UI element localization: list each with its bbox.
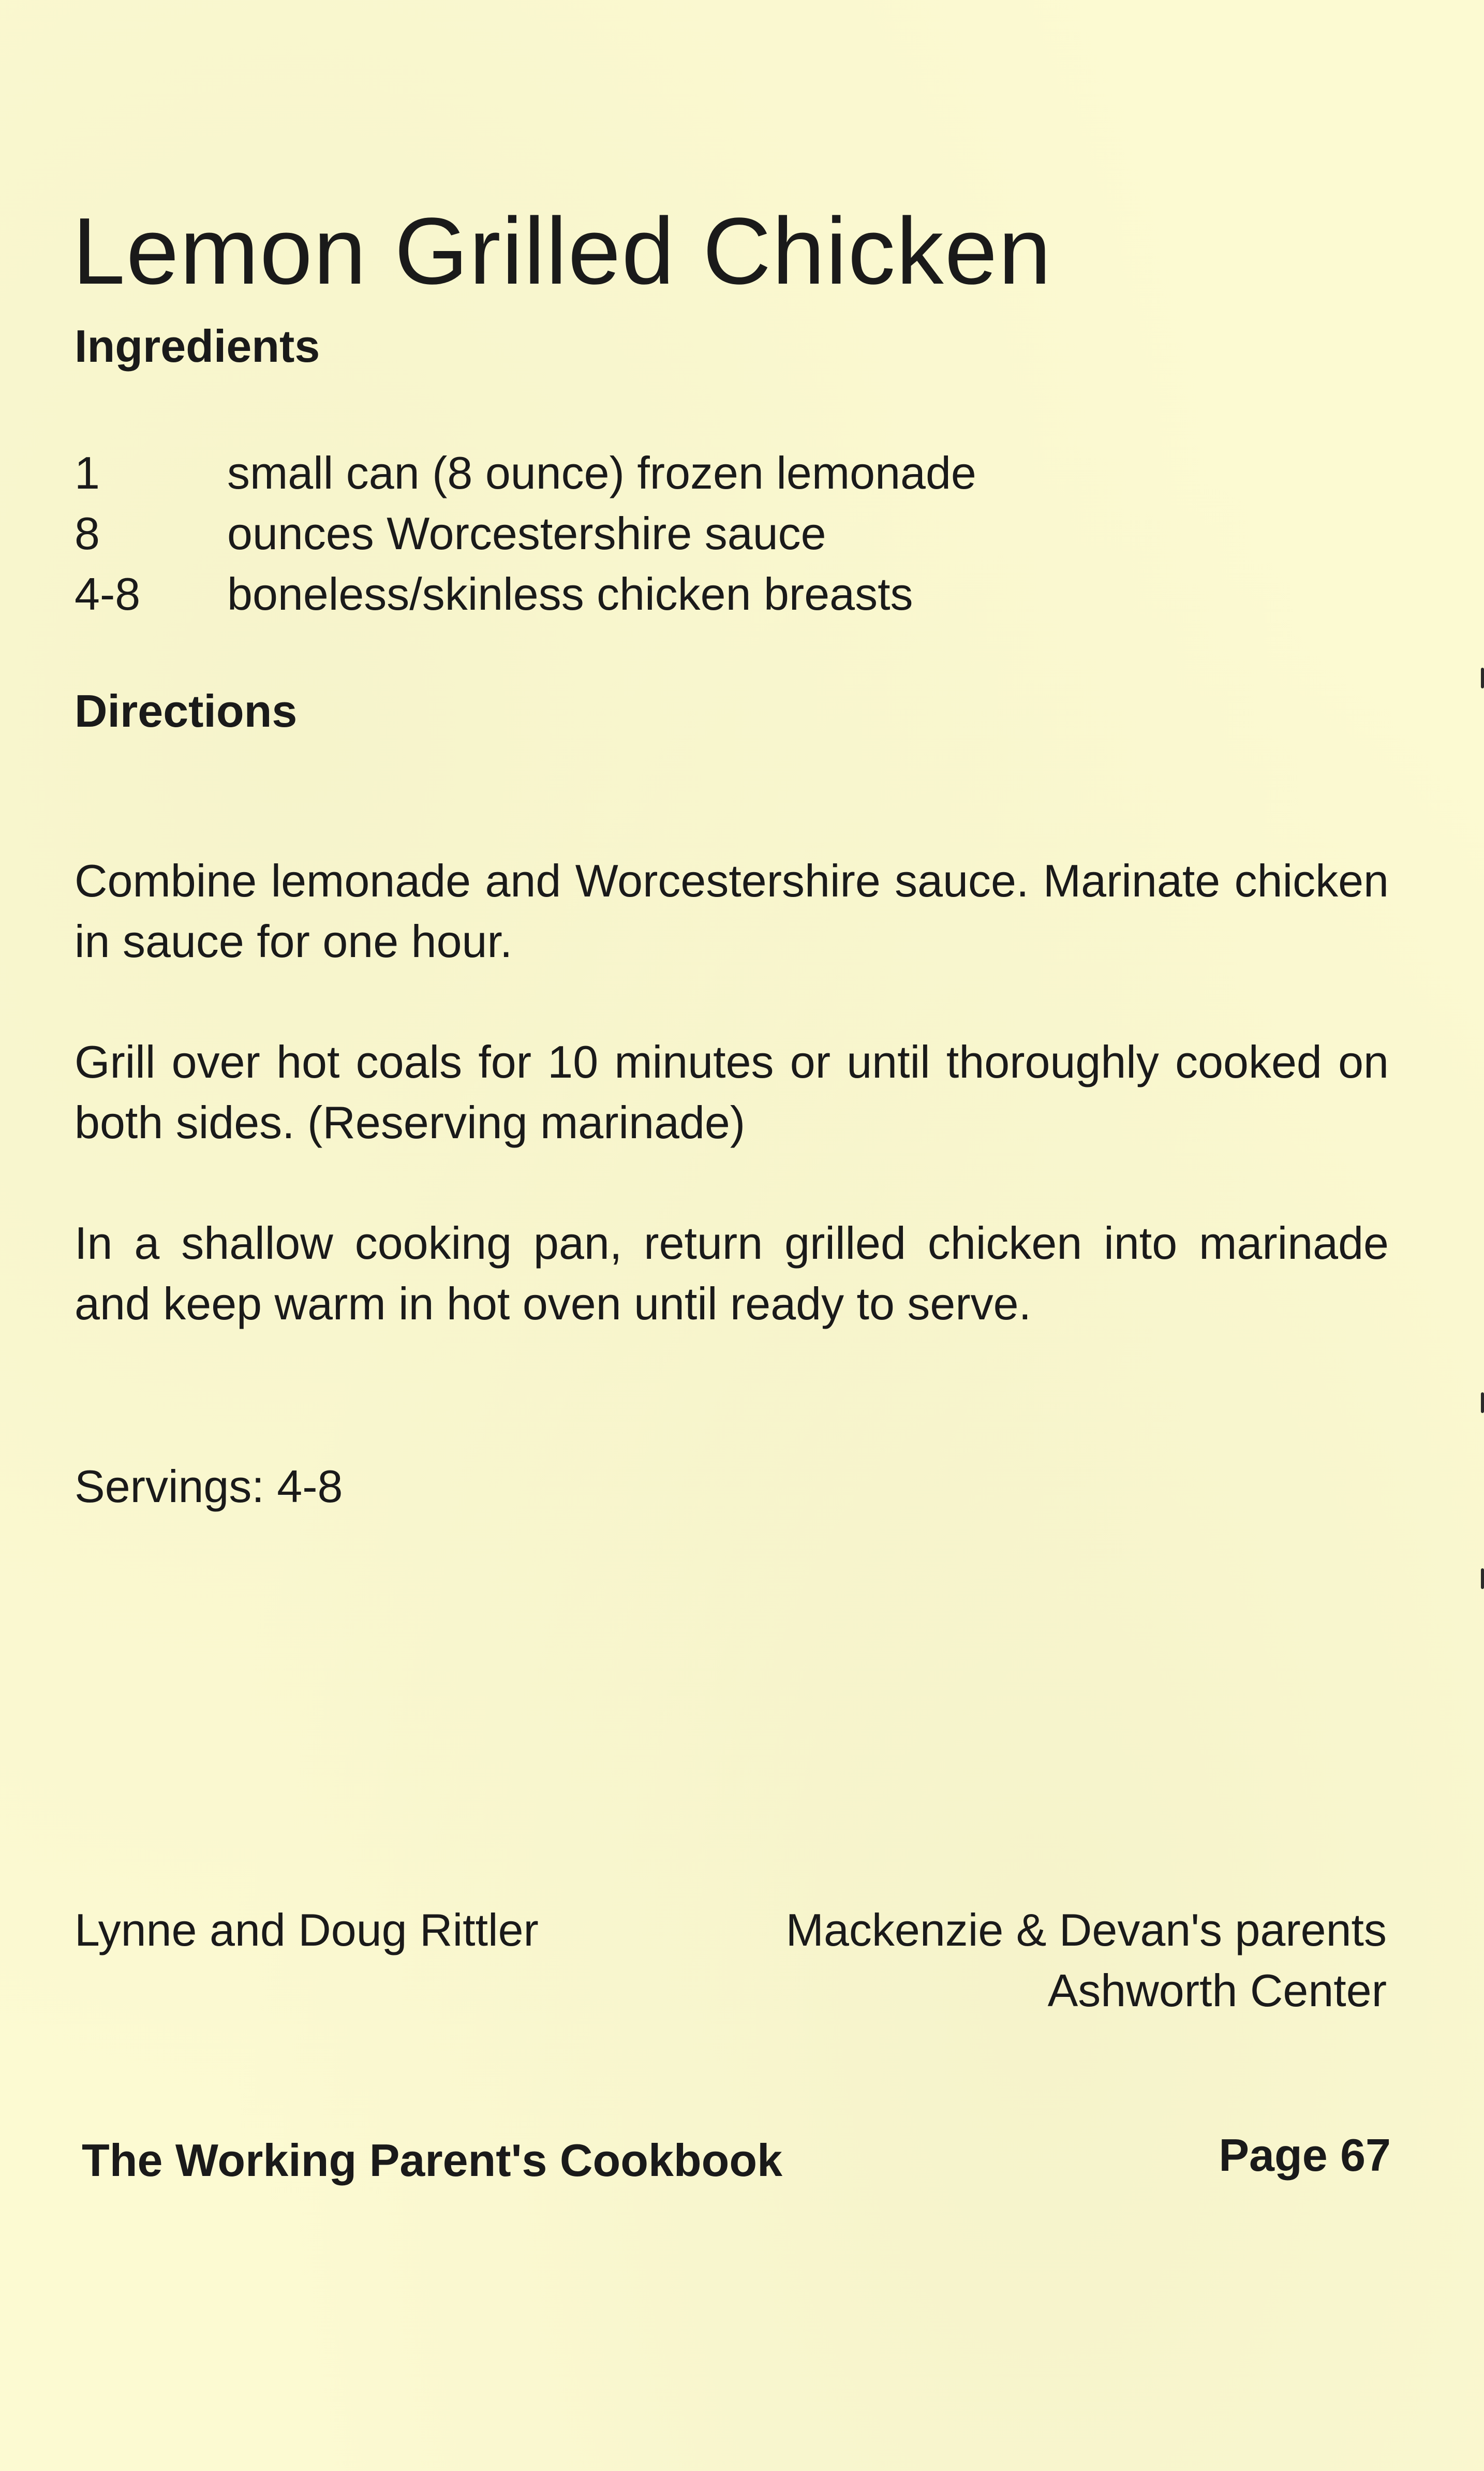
ingredient-quantity: 4-8 [75, 568, 141, 620]
ingredient-row [75, 503, 976, 564]
ingredient-row [75, 443, 976, 503]
ingredient-row [75, 564, 976, 624]
ingredient-quantity: 1 [75, 447, 100, 498]
ingredients-heading: Ingredients [75, 320, 320, 372]
ingredients-list [75, 443, 976, 624]
direction-step-3: In a shallow cooking pan, return grilled chicken into marinade and keep warm in hot oven until ready to serve. [75, 1217, 1389, 1329]
ingredient-item: ounces Worcestershire sauce [227, 508, 826, 559]
contributor-names: Lynne and Doug Rittler [75, 1904, 539, 1955]
contributor-details [786, 1900, 1387, 2021]
servings: Servings: 4-8 [75, 1461, 343, 1512]
ingredient-quantity: 8 [75, 508, 100, 559]
page-number: Page 67 [1219, 2129, 1391, 2181]
contributor-center: Ashworth Center [1047, 1965, 1387, 2016]
recipe-title: Lemon Grilled Chicken [72, 197, 1052, 304]
book-title: The Working Parent's Cookbook [82, 2135, 783, 2186]
page-edge-mark [1481, 668, 1484, 688]
direction-step-2: Grill over hot coals for 10 minutes or until thoroughly cooked on both sides. (Reserving marinade) [75, 1036, 1389, 1148]
ingredient-item: small can (8 ounce) frozen lemonade [227, 447, 976, 498]
directions-heading: Directions [75, 685, 298, 737]
page-edge-mark [1481, 1392, 1484, 1413]
direction-step-1: Combine lemonade and Worcestershire sauce. Marinate chicken in sauce for one hour. [75, 855, 1389, 967]
page-edge-mark [1481, 1568, 1484, 1589]
ingredient-item: boneless/skinless chicken breasts [227, 568, 913, 620]
contributor-relation: Mackenzie & Devan's parents [785, 1904, 1387, 1955]
